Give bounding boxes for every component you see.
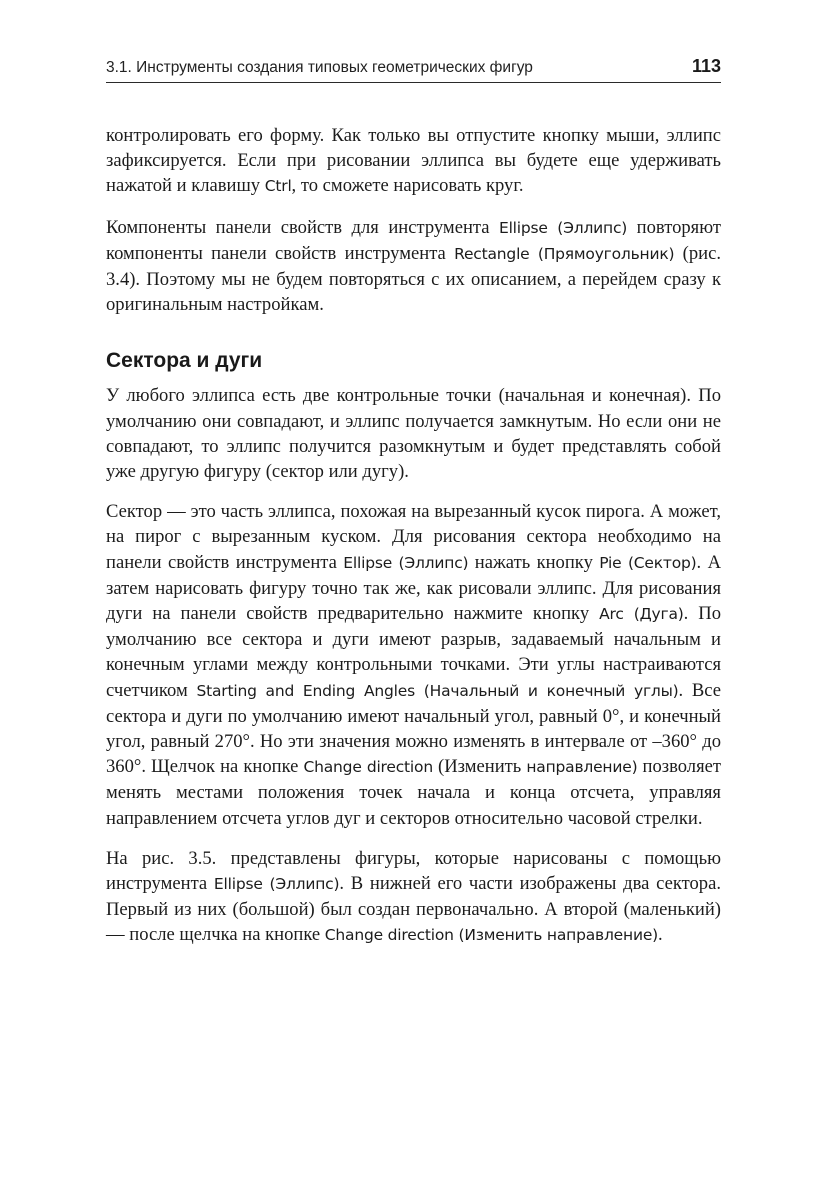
text-run: Компоненты панели свойств для инструмента — [106, 216, 499, 238]
text-run: . А затем нарисовать фигуру точно так же, как рисовали эллипс. Для рисования дуги на панели свойств предварительно нажмите кнопку — [106, 551, 721, 625]
ui-term: Ellipse (Эллипс) — [343, 553, 469, 572]
text-run: позволяет менять местами положения точек начала и конца отсчета, управляя направлением отсчета углов дуг и секторов относительно часовой стрелки. — [106, 756, 722, 829]
text-run: Сектор — это часть эллипса, похожая на вырезанный кусок пирога. А может, на пирог с вырезанным куском. Для рисования сектора необходимо на панели свойств инструмента — [106, 501, 721, 573]
paragraph-1 — [106, 123, 721, 200]
paragraph-2 — [106, 215, 721, 318]
text-run: контролировать его форму. Как только вы отпустите кнопку мыши, эллипс зафиксируется. Если при рисовании эллипса вы будете еще удерживать нажатой и клавишу — [106, 125, 721, 197]
ui-term: Ellipse (Эллипс) — [498, 218, 628, 237]
text-run: нажать кнопку — [468, 551, 600, 573]
section-heading: Сектора и дуги — [106, 349, 263, 373]
paragraph-5 — [106, 846, 721, 949]
ui-term: Arc (Дуга) — [599, 605, 684, 624]
page-number: 113 — [691, 56, 721, 76]
body-text — [106, 123, 721, 964]
ui-term: Change direction — [303, 758, 433, 777]
paragraph-4 — [106, 499, 721, 831]
text-run: (рис. 3.4). Поэтому мы не будем повторяться с их описанием, а перейдем сразу к оригинальным настройкам. — [106, 242, 721, 316]
running-title: 3.1. Инструменты создания типовых геометрических фигур — [106, 59, 533, 76]
text-run: . Все сектора и дуги по умолчанию имеют начальный угол, равный 0°, и конечный угол, равный 270°. Но эти значения можно изменять в интервале от –360° до 360°. Щелчок на кнопке — [106, 679, 722, 778]
ui-term: Ellipse (Эллипс) — [213, 875, 340, 894]
text-run: У любого эллипса есть две контрольные точки (начальная и конечная). По умолчанию они совпадают, и эллипс получается замкнутым. Но если они не совпадают, то эллипс получится разомкнутым и будет представлять собой уже другую фигуру (сектор или дугу). — [106, 385, 721, 483]
text-run: На рис. 3.5. представлены фигуры, которые нарисованы с помощью инструмента — [106, 847, 721, 895]
ui-term: Pie (Сектор) — [599, 553, 697, 572]
ui-term: Ctrl — [264, 177, 292, 196]
running-header — [106, 52, 721, 83]
text-run: повторяют компоненты панели свойств инструмента — [106, 216, 722, 264]
ui-term: Rectangle (Прямоугольник) — [454, 244, 675, 263]
paragraph-3 — [106, 383, 721, 484]
text-run: . В нижней его части изображены два сектора. Первый из них (большой) был создан первоначально. А второй (маленький) — после щелчка на кнопке — [106, 873, 721, 946]
text-run: . — [658, 924, 663, 946]
text-run: , то сможете нарисовать круг. — [291, 175, 524, 197]
text-run: . По умолчанию все сектора и дуги имеют разрыв, задаваемый начальным и конечным углами между контрольными точками. Эти углы настраиваются счетчиком — [106, 603, 721, 701]
ui-term: Starting and Ending Angles (Начальный и конечный углы) — [196, 681, 679, 700]
ui-term: Change direction (Изменить направление) — [324, 926, 659, 945]
text-run: (Изменить — [432, 756, 527, 778]
ui-term: направление) — [526, 758, 638, 777]
